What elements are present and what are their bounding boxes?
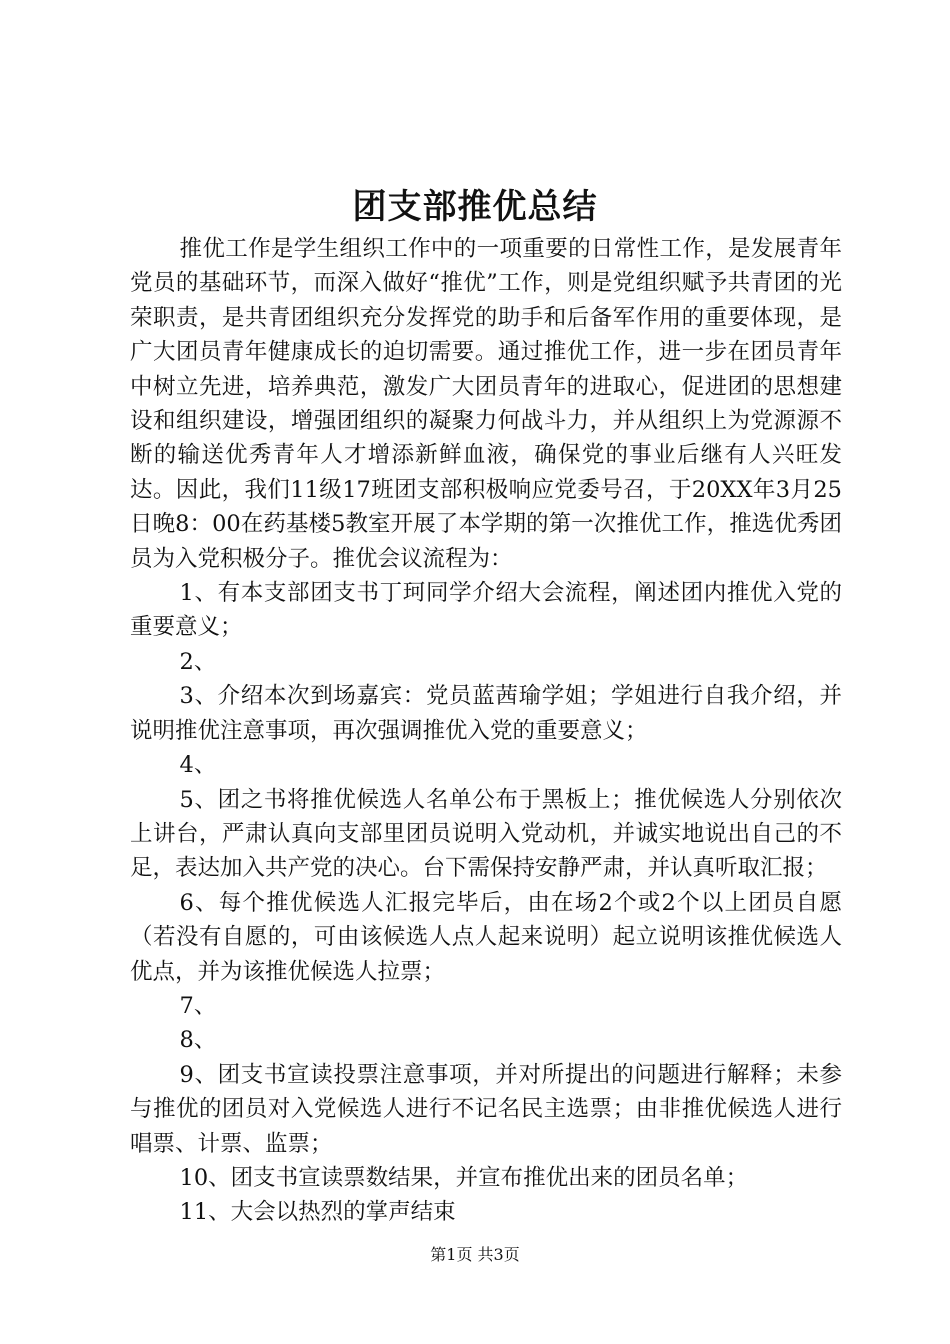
- list-item-7: 7、: [179, 992, 217, 1019]
- list-item-6: 6、每个推优候选人汇报完毕后，由在场2个或2个以上团员自愿（若没有自愿的，可由该候选人点人起来说明）起立说明该推优候选人优点，并为该推优候选人拉票；: [130, 889, 842, 985]
- page-footer: 第1页 共3页: [430, 1245, 520, 1264]
- list-item-2: 2、: [179, 648, 217, 675]
- list-item-5: 5、团之书将推优候选人名单公布于黑板上；推优候选人分别依次上讲台，严肃认真向支部里团员说明入党动机，并诚实地说出自己的不足，表达加入共产党的决心。台下需保持安静严肃，并认真听取汇报；: [130, 786, 842, 882]
- document-title: 团支部推优总结: [352, 187, 598, 227]
- list-item-10: 10、团支书宣读票数结果，并宣布推优出来的团员名单；: [179, 1164, 749, 1191]
- list-item-4: 4、: [179, 752, 217, 779]
- list-item-1: 1、有本支部团支书丁珂同学介绍大会流程，阐述团内推优入党的重要意义；: [130, 580, 842, 641]
- paragraph-intro: 推优工作是学生组织工作中的一项重要的日常性工作，是发展青年党员的基础环节，而深入做好“推优”工作，则是党组织赋予共青团的光荣职责，是共青团组织充分发挥党的助手和后备军作用的重要体现，是广大团员青年健康成长的迫切需要。通过推优工作，进一步在团员青年中树立先进，培养典范，激发广大团员青年的进取心，促进团的思想建设和组织建设，增强团组织的凝聚力何战斗力，并从组织上为党源源不断的输送优秀青年人才增添新鲜血液，确保党的事业后继有人兴旺发达。因此，我们11级17班团支部积极响应党委号召，于20XX年3月25日晚8：00在药基楼5教室开展了本学期的第一次推优工作，推选优秀团员为入党积极分子。推优会议流程为：: [130, 236, 842, 572]
- list-item-11: 11、大会以热烈的掌声结束: [179, 1199, 456, 1226]
- list-item-9: 9、团支书宣读投票注意事项，并对所提出的问题进行解释；未参与推优的团员对入党候选人进行不记名民主选票；由非推优候选人进行唱票、计票、监票；: [130, 1061, 842, 1157]
- document-body: [130, 232, 842, 1230]
- list-item-3: 3、介绍本次到场嘉宾：党员蓝茜瑜学姐；学姐进行自我介绍，并说明推优注意事项，再次强调推优入党的重要意义；: [130, 683, 842, 744]
- list-item-8: 8、: [179, 1027, 217, 1054]
